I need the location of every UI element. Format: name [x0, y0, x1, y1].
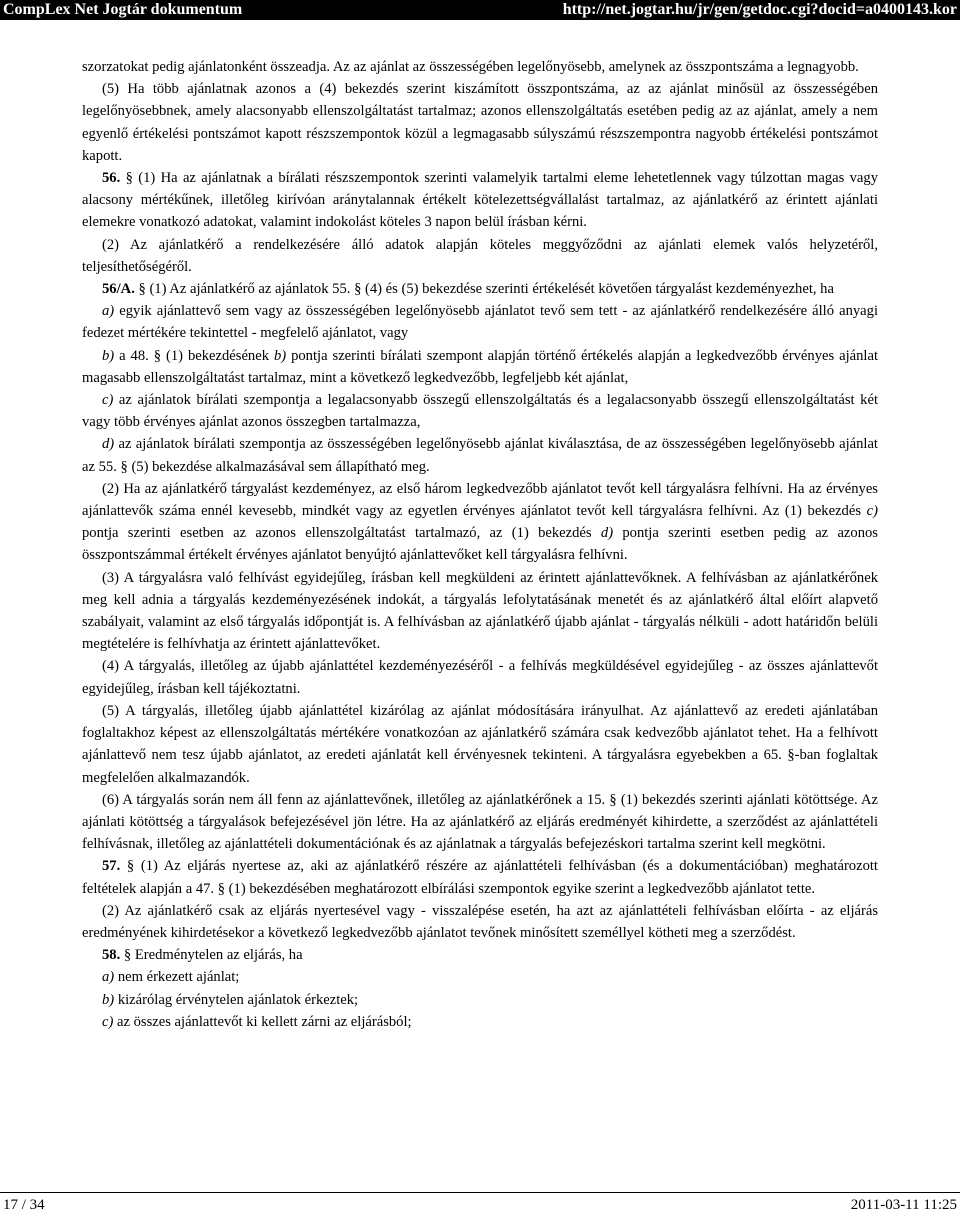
- list-item-b: [82, 345, 878, 389]
- print-timestamp: 2011-03-11 11:25: [850, 1197, 957, 1213]
- document-body: [82, 56, 878, 1033]
- section-number: 56.: [102, 170, 121, 187]
- item-label: b): [102, 347, 115, 364]
- item-label: d): [102, 436, 115, 453]
- list-item-c: [82, 389, 878, 433]
- section-number: 58.: [102, 947, 121, 964]
- page-footer: [0, 1192, 960, 1215]
- paragraph: (2) Az ajánlatkérő a rendelkezésére álló adatok alapján köteles meggyőződni az ajánlati elemek valós helyzetéről, teljesíthetőségéről.: [82, 236, 878, 275]
- paragraph: (5) A tárgyalás, illetőleg újabb ajánlattétel kizárólag az ajánlat módosítására irányulhat. Az ajánlattevő az eredeti ajánlatában foglaltakhoz képest az ellenszolgáltatás mértékére vonatkozóan az ajánlatkérő számára csak kedvezőbb ajánlatot tehet. Ha a felhívott ajánlattevő nem tesz újabb ajánlatot, az eredeti ajánlatát kell érvényesnek tekinteni. A tárgyalásra egyebekben a 65. §-ban foglaltak megfelelően alkalmazandók.: [82, 702, 878, 786]
- list-item-c: [82, 1011, 878, 1033]
- section-number: 57.: [102, 858, 121, 875]
- paragraph: (2) Az ajánlatkérő csak az eljárás nyertesével vagy - visszalépése esetén, ha azt az ajánlattételi felhívásban előírta - az eljárás eredményének kihirdetésekor a következő legkedvezőbb ajánlatot tevőnek minősített személlyel kötheti meg a szerződést.: [82, 902, 878, 941]
- item-label-inline: c): [866, 503, 878, 520]
- item-text: egyik ajánlattevő sem vagy az összességében legelőnyösebb ajánlatot tevő sem tett - az ajánlatkérő rendelkezésére álló anyagi fedezet mértékére tekintettel - megfelelő ajánlatot, vagy: [82, 303, 878, 342]
- item-label: b): [102, 991, 115, 1008]
- paragraph: (5) Ha több ajánlatnak azonos a (4) bekezdés szerint kiszámított összpontszáma, az az ajánlat minősül az összességében legelőnyösebbnek, amely alacsonyabb ellenszolgáltatást tartalmaz; azonos ellenszolgáltatás esetében pedig az az ajánlat, amely a nem egyenlő értékelési pontszámot kapott részszempontok közül a legmagasabb súlyszámú részszempontra nagyobb értékelési pontszámot kapott.: [82, 81, 878, 164]
- section-57: [82, 855, 878, 899]
- paragraph: szorzatokat pedig ajánlatonként összeadja. Az az ajánlat az összességében legelőnyösebb, amelynek az összpontszáma a legnagyobb.: [82, 59, 859, 75]
- item-text: kizárólag érvénytelen ajánlatok érkeztek;: [114, 991, 359, 1008]
- paragraph-text: § (1) Az eljárás nyertese az, aki az ajánlatkérő részére az ajánlattételi felhívásban (és a dokumentációban) meghatározott feltételek alapján a 47. § (1) bekezdésében meghatározott elbírálási szempontok egyike szerint a legkedvezőbb ajánlatot tette.: [82, 858, 878, 897]
- list-item-a: [82, 300, 878, 344]
- item-label: c): [102, 1013, 114, 1030]
- item-label: c): [102, 392, 114, 409]
- item-text: az ajánlatok bírálati szempontja a legalacsonyabb összegű ellenszolgáltatás és a legalacsonyabb összegű ellenszolgáltatást két vagy több érvényes ajánlat azonos összegben tartalmazza,: [82, 392, 878, 431]
- item-label: a): [102, 303, 115, 320]
- item-text: a 48. § (1) bekezdésének: [114, 347, 274, 364]
- list-item-d: [82, 433, 878, 477]
- item-text: az összes ajánlattevőt ki kellett zárni az eljárásból;: [113, 1013, 412, 1030]
- section-58: [82, 944, 878, 966]
- paragraph: (6) A tárgyalás során nem áll fenn az ajánlattevőnek, illetőleg az ajánlatkérőnek a 15. § (1) bekezdés szerinti ajánlati kötöttsége. Az ajánlati kötöttség a tárgyalások befejezésével jön létre. Ha az ajánlatkérő az eljárás eredményét kihirdette, a szerződést az ajánlattételi felhívásnak, illetőleg az ajánlattételi dokumentációnak és az ajánlatnak a tárgyalás befejezéskori tartalma szerint kell megkötni.: [82, 791, 878, 853]
- section-56: [82, 167, 878, 234]
- paragraph-text: § (1) Ha az ajánlatnak a bírálati részszempontok szerinti valamelyik tartalmi eleme lehetetlennek vagy túlzottan magas vagy alacsony mértékűnek, illetőleg kirívóan aránytalannak értékelt kötelezettségvállalást tartalmaz, az ajánlatkérő az érintett ajánlati elemekre vonatkozó adatokat, valamint indokolást köteles 3 napon belül írásban kérni.: [82, 170, 878, 231]
- item-text: pontja szerinti bírálati szempont alapján történő értékelés alapján a legkedvezőbb érvényes ajánlat magasabb ellenszolgáltatást tartalmaz, mint a következő legkedvezőbb, legfeljebb két ajánlat,: [82, 347, 878, 386]
- paragraph: (4) A tárgyalás, illetőleg az újabb ajánlattétel kezdeményezéséről - a felhívás megküldésével egyidejűleg - az összes ajánlattevőt egyidejűleg, írásban kell tájékoztatni.: [82, 658, 878, 697]
- document-url[interactable]: http://net.jogtar.hu/jr/gen/getdoc.cgi?docid=a0400143.kor: [562, 1, 957, 18]
- item-text: nem érkezett ajánlat;: [114, 969, 240, 986]
- item-label-inline: b): [273, 347, 287, 364]
- section-56a: [82, 278, 878, 300]
- item-text: az ajánlatok bírálati szempontja az összességében legelőnyösebb ajánlat kiválasztása, de az összességében legelőnyösebb ajánlat az 55. § (5) bekezdése alkalmazásával sem állapítható meg.: [82, 436, 878, 475]
- paragraph-text: § (1) Az ajánlatkérő az ajánlatok 55. § (4) és (5) bekezdése szerinti értékelését követően tárgyalást kezdeményezhet, ha: [134, 281, 834, 298]
- item-label: a): [102, 969, 115, 986]
- page-header: [0, 0, 960, 20]
- page-number: 17 / 34: [3, 1197, 45, 1213]
- paragraph: (2) Ha az ajánlatkérő tárgyalást kezdeményez, az első három legkedvezőbb ajánlatot tevőt kell tárgyalásra felhívni. Ha az érvényes ajánlattevők száma ennél kevesebb, mindkét vagy az egyetlen érvényes ajánlatot tevőt kell tárgyalásra felhívni. Az (1) bekezdés c) pontja szerinti esetben az azonos ellenszolgáltatást tartalmazó, az (1) bekezdés d) pontja szerinti esetben pedig az azonos összpontszámmal értékelt érvényes ajánlatot benyújtó ajánlattevőket kell tárgyalásra felhívni.: [82, 480, 878, 564]
- document-title: CompLex Net Jogtár dokumentum: [3, 1, 243, 18]
- paragraph-text: § Eredménytelen az eljárás, ha: [120, 947, 303, 964]
- list-item-b: [82, 989, 878, 1011]
- section-number: 56/A.: [102, 281, 135, 298]
- item-label-inline: d): [600, 525, 614, 542]
- list-item-a: [82, 966, 878, 988]
- paragraph: (3) A tárgyalásra való felhívást egyidejűleg, írásban kell megküldeni az érintett ajánlattevőknek. A felhívásban az ajánlatkérőnek meg kell adnia a tárgyalás kezdeményezésének indokát, a tárgyalás lefolytatásának menetét és az ajánlatkérő által előírt alapvető szabályait, valamint az első tárgyalás időpontját is. A felhívásban az ajánlatkérő újabb ajánlat - tárgyalás nélküli - adott határidőn belüli megtételére is felhívhatja az érintett ajánlattevőket.: [82, 569, 878, 653]
